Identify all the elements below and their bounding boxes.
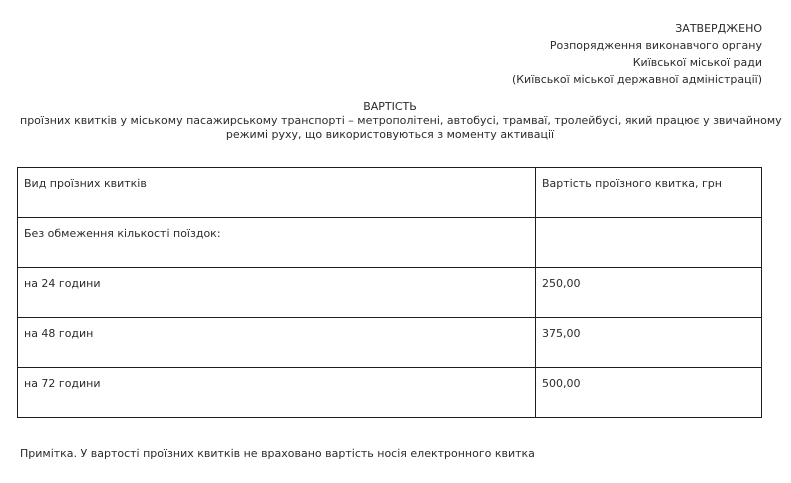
table-row	[18, 268, 762, 318]
ticket-price-table	[17, 167, 762, 418]
ticket-price-cell: 375,00	[536, 318, 762, 368]
ticket-price-cell: 500,00	[536, 368, 762, 418]
table-row	[18, 368, 762, 418]
approval-stamp	[462, 20, 762, 88]
ticket-type-cell: на 24 години	[18, 268, 536, 318]
document-subtitle-line-2: режимі руху, що використовуються з моменту активації	[225, 128, 555, 141]
header-ticket-type: Вид проїзних квитків	[18, 168, 536, 218]
document-heading	[20, 100, 782, 142]
table-header-row	[18, 168, 762, 218]
ticket-type-cell: на 48 годин	[18, 318, 536, 368]
ticket-type-cell: Без обмеження кількості поїздок:	[18, 218, 536, 268]
approval-line-1: Розпорядження виконавчого органу	[549, 39, 762, 52]
approval-line-3: (Київської міської державної адміністрації)	[511, 73, 762, 86]
table-row	[18, 318, 762, 368]
footnote: Примітка. У вартості проїзних квитків не враховано вартість носія електронного квитка	[20, 447, 535, 460]
table-row	[18, 218, 762, 268]
ticket-price-cell: 250,00	[536, 268, 762, 318]
approval-line-2: Київської міської ради	[632, 56, 762, 69]
document-title: ВАРТІСТЬ	[363, 100, 417, 113]
ticket-price-cell	[536, 218, 762, 268]
header-ticket-price: Вартість проїзного квитка, грн	[536, 168, 762, 218]
approval-title: ЗАТВЕРДЖЕНО	[675, 22, 762, 35]
document-subtitle-line-1: проїзних квитків у міському пасажирському транспорті – метрополітені, автобусі, трамваї, тролейбусі, який працює у звичайному	[20, 114, 782, 127]
ticket-type-cell: на 72 години	[18, 368, 536, 418]
